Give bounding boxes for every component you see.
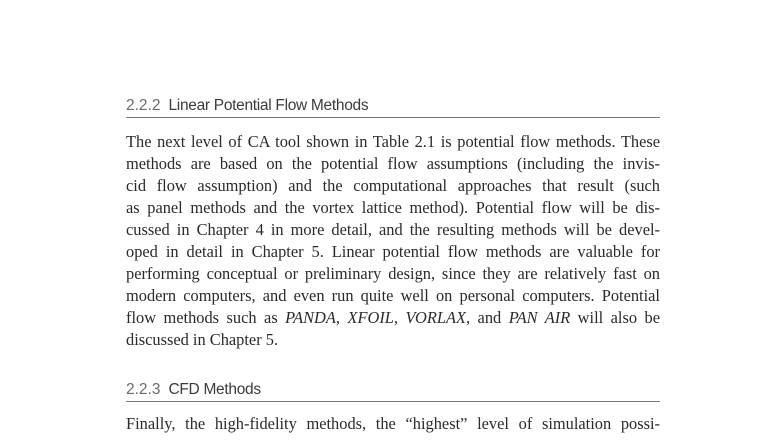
software-name-vorlax: VORLAX xyxy=(405,308,466,327)
text-line: methods are based on the potential flow assumptions (including the invis- xyxy=(126,154,660,173)
text-run: , xyxy=(393,308,406,327)
section-title: Linear Potential Flow Methods xyxy=(168,97,369,114)
text-line: performing conceptual or preliminary design, since they are relatively fast on xyxy=(126,264,660,283)
text-line: cid flow assumption) and the computational approaches that result (such xyxy=(126,176,660,195)
text-line-with-software-names xyxy=(126,307,660,329)
text-line: The next level of CA tool shown in Table 2.1 is potential flow methods. These xyxy=(126,132,660,151)
section-number: 2.2.2 xyxy=(126,97,161,114)
software-name-pan-air: PAN AIR xyxy=(508,308,571,327)
text-line: as panel methods and the vortex lattice method). Potential flow will be dis- xyxy=(126,198,660,217)
section-heading-2-2-2 xyxy=(126,97,660,118)
text-run: , and xyxy=(465,308,509,327)
text-line: modern computers, and even run quite well on personal computers. Potential xyxy=(126,286,660,305)
section-title: CFD Methods xyxy=(168,381,261,398)
text-line: discussed in Chapter 5. xyxy=(126,330,279,349)
software-name-xfoil: XFOIL xyxy=(347,308,394,327)
paragraph-linear-potential-flow xyxy=(126,131,660,351)
text-run: , xyxy=(335,308,348,327)
paragraph-cfd-methods xyxy=(126,413,660,435)
text-run: will also be xyxy=(570,308,660,327)
section-heading-2-2-3 xyxy=(126,381,660,402)
text-line: cussed in Chapter 4 in more detail, and the resulting methods will be devel- xyxy=(126,220,660,239)
text-run: flow methods such as xyxy=(126,308,286,327)
text-line: oped in detail in Chapter 5. Linear potential flow methods are valuable for xyxy=(126,242,660,261)
section-number: 2.2.3 xyxy=(126,381,161,398)
text-line: Finally, the high-fidelity methods, the “highest” level of simulation possi- xyxy=(126,414,660,433)
software-name-panda: PANDA xyxy=(285,308,336,327)
